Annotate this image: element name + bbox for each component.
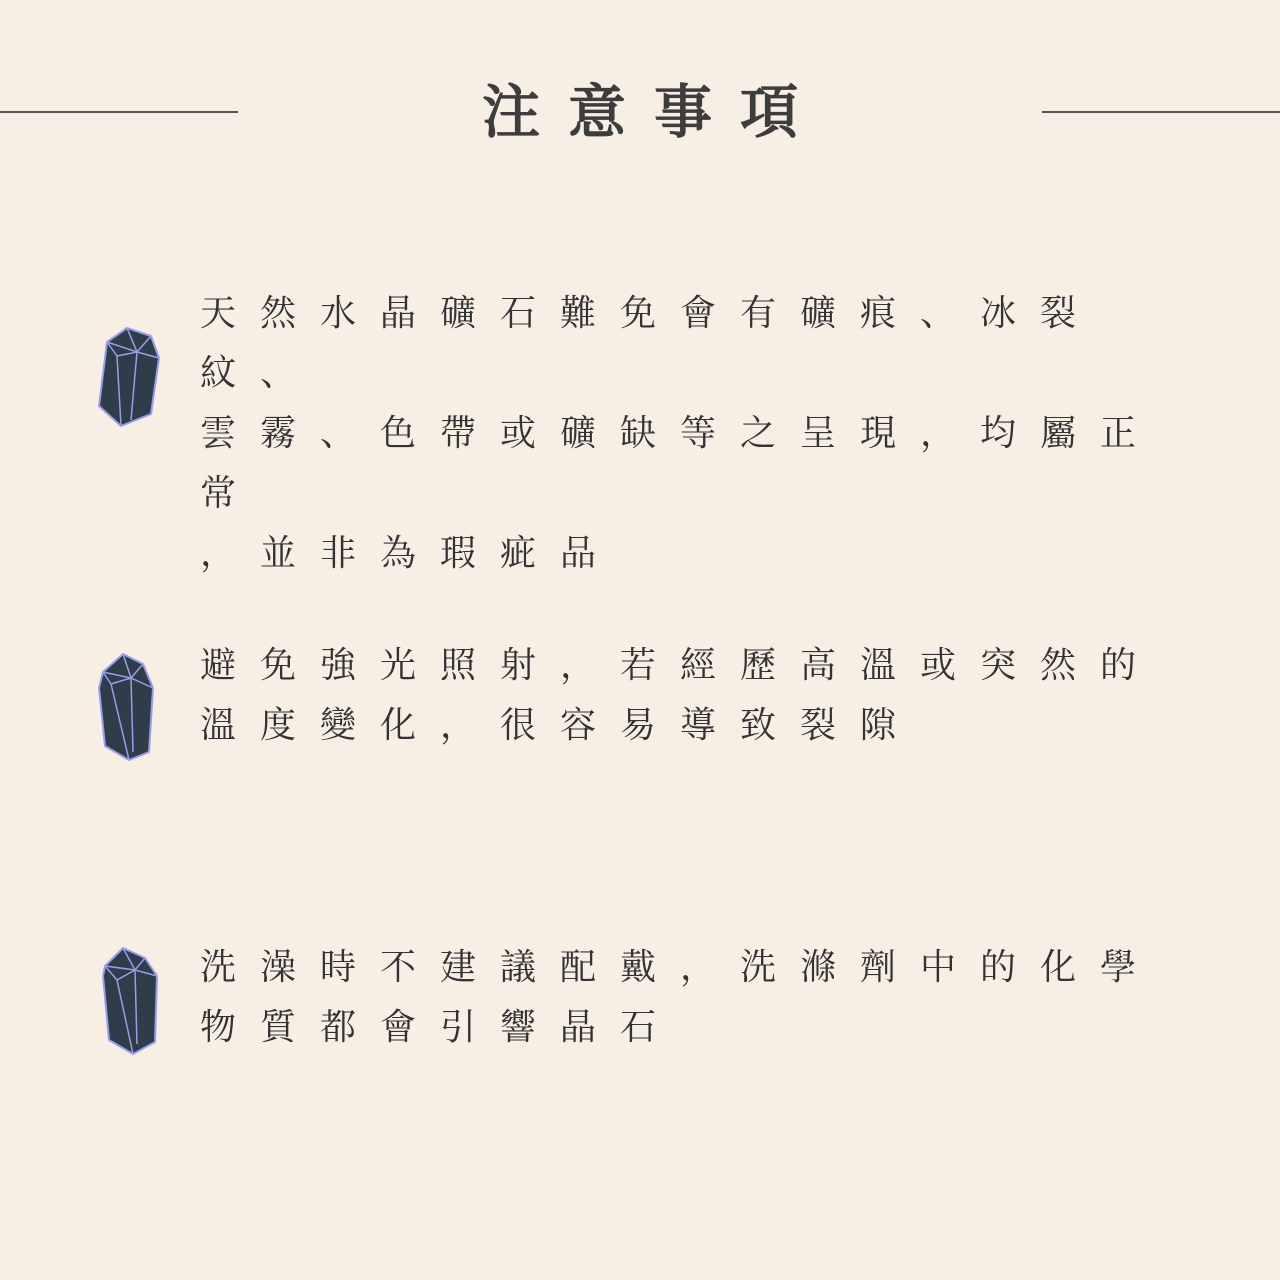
notice-text: 洗澡時不建議配戴，洗滌劑中的化學 物質都會引響晶石 bbox=[200, 947, 1161, 1048]
header-rule-right bbox=[1042, 111, 1280, 113]
crystal-icon bbox=[93, 320, 163, 430]
page-header bbox=[0, 0, 1280, 230]
crystal-icon bbox=[93, 652, 163, 762]
notice-text: 天然水晶礦石難免會有礦痕、冰裂紋、 雲霧、色帶或礦缺等之呈現，均屬正常 ，並非為瑕疵品 bbox=[200, 293, 1161, 574]
crystal-icon bbox=[97, 946, 167, 1056]
notice-text: 避免強光照射，若經歷高溫或突然的 溫度變化，很容易導致裂隙 bbox=[200, 645, 1161, 746]
page-title: 注意事項 bbox=[481, 78, 826, 146]
